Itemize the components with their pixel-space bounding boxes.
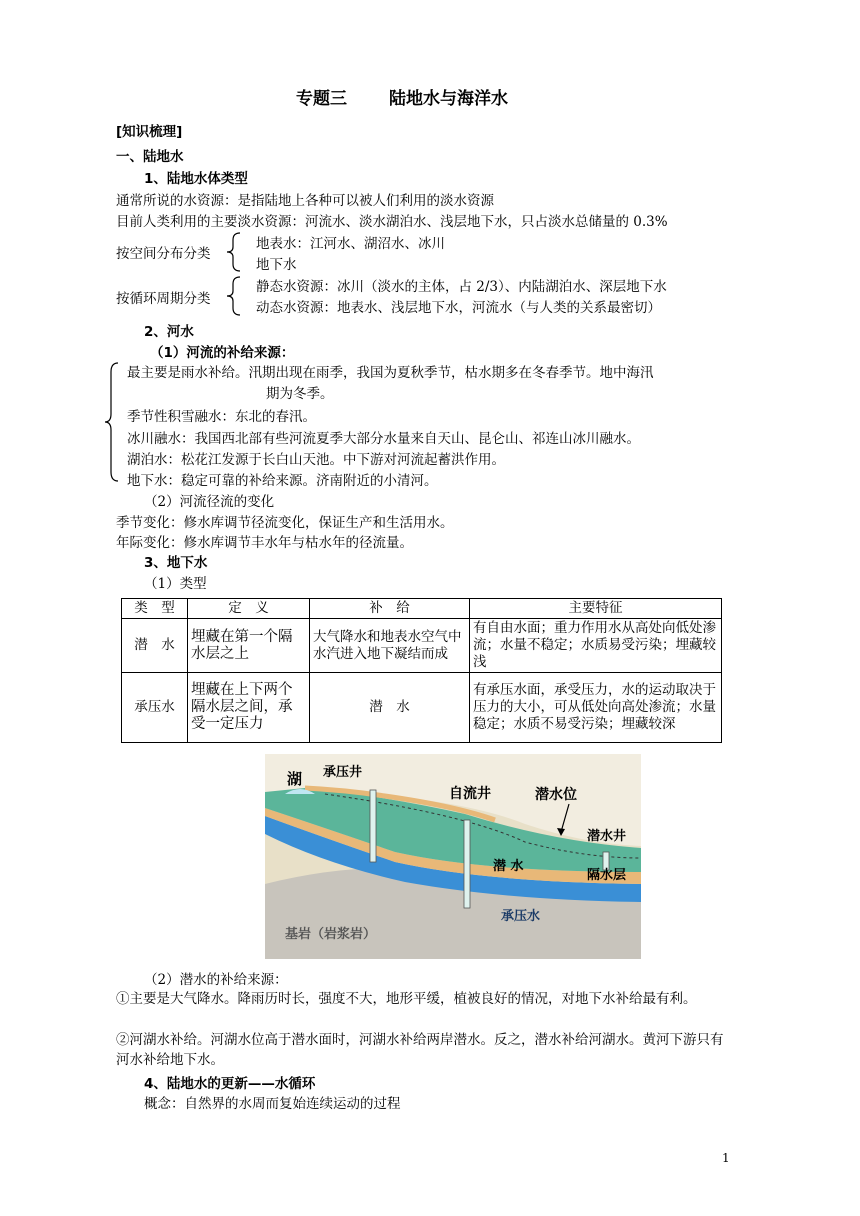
cycle-class-item-static: 静态水资源：冰川（淡水的主体，占 2/3）、内陆湖泊水、深层地下水	[256, 279, 667, 295]
runoff-title: （2）河流径流的变化	[144, 494, 275, 510]
phreatic-supply-river: ②河湖水补给。河湖水位高于潜水面时，河湖水补给两岸潜水。反之，潜水补给河湖水。黄河下游只有河水补给地下水。	[116, 1032, 724, 1068]
diagram-label-lake: 湖	[287, 770, 303, 788]
diagram-label-artesian-well: 自流井	[449, 786, 491, 802]
water-cycle-concept: 概念：自然界的水周而复始连续运动的过程	[144, 1096, 401, 1112]
diagram-artesian-well	[464, 820, 470, 908]
paragraph-water-resource: 通常所说的水资源：是指陆地上各种可以被人们利用的淡水资源	[116, 193, 494, 209]
cycle-class-item-dynamic: 动态水资源：地表水、浅层地下水，河流水（与人类的关系最密切）	[256, 300, 661, 316]
groundwater-diagram	[265, 754, 641, 959]
heading-river: 2、河水	[144, 324, 194, 340]
heading-groundwater: 3、地下水	[144, 555, 208, 571]
page-number: 1	[722, 1151, 730, 1165]
river-supply-lake: 湖泊水：松花江发源于长白山天池。中下游对河流起蓄洪作用。	[127, 452, 505, 468]
river-supply-glacier: 冰川融水：我国西北部有些河流夏季大部分水量来自天山、昆仑山、祁连山冰川融水。	[127, 431, 640, 447]
phreatic-supply-rain: ①主要是大气降水。降雨历时长，强度不大，地形平缓，植被良好的情况，对地下水补给最有利。	[116, 991, 697, 1007]
space-class-item-surface: 地表水：江河水、湖沼水、冰川	[256, 236, 445, 252]
space-class-item-ground: 地下水	[256, 257, 297, 273]
paragraph-freshwater: 目前人类利用的主要淡水资源：河流水、淡水湖泊水、浅层地下水，只占淡水总储量的 0.3%	[116, 214, 668, 230]
gw-type-title: （1）类型	[144, 576, 207, 592]
diagram-label-bedrock: 基岩（岩浆岩）	[285, 927, 377, 942]
table-header: 类 型	[122, 599, 188, 619]
river-supply-snow: 季节性积雪融水：东北的春汛。	[127, 409, 316, 425]
table-cell: 大气降水和地表水空气中水汽进入地下凝结而成	[310, 619, 470, 673]
table-row	[122, 619, 722, 673]
table-cell: 承压水	[122, 673, 188, 743]
diagram-label-confined: 承压水	[501, 909, 541, 924]
river-supply-rain: 最主要是雨水补给。汛期出现在雨季，我国为夏秋季节，枯水期多在冬春季节。地中海汛	[127, 365, 654, 381]
runoff-annual: 年际变化：修水库调节丰水年与枯水年的径流量。	[116, 535, 413, 551]
diagram-label-confined-well: 承压井	[323, 765, 363, 780]
page-title-part2: 陆地水与海洋水	[389, 89, 508, 109]
river-supply-ground: 地下水：稳定可靠的补给来源。济南附近的小清河。	[127, 473, 438, 489]
heading-land-water: 一、陆地水	[116, 149, 184, 165]
heading-water-types: 1、陆地水体类型	[144, 171, 248, 187]
table-cell: 埋藏在上下两个隔水层之间，承受一定压力	[188, 673, 310, 743]
diagram-label-phreatic-well: 潜水井	[587, 829, 627, 844]
table-cell: 埋藏在第一个隔水层之上	[188, 619, 310, 673]
heading-water-cycle: 4、陆地水的更新——水循环	[144, 1076, 316, 1092]
table-row	[122, 673, 722, 743]
cycle-brace-icon	[226, 276, 242, 316]
diagram-label-phreatic: 潜 水	[493, 859, 524, 874]
table-header: 定 义	[188, 599, 310, 619]
phreatic-supply-title: （2）潜水的补给来源：	[144, 972, 288, 988]
table-cell: 潜 水	[122, 619, 188, 673]
diagram-label-aquitard: 隔水层	[587, 868, 627, 883]
page-title-part1: 专题三	[296, 89, 347, 109]
river-supply-rain-cont: 期为冬季。	[266, 386, 334, 402]
table-header: 补 给	[310, 599, 470, 619]
table-header-row	[122, 599, 722, 619]
table-cell: 有自由水面；重力作用水从高处向低处渗流；水量不稳定；水质易受污染；埋藏较浅	[470, 619, 722, 673]
cycle-class-label: 按循环周期分类	[116, 291, 211, 307]
runoff-seasonal: 季节变化：修水库调节径流变化，保证生产和生活用水。	[116, 515, 454, 531]
table-cell: 潜 水	[310, 673, 470, 743]
space-class-label: 按空间分布分类	[116, 246, 211, 262]
river-supply-title: （1）河流的补给来源：	[150, 345, 295, 361]
space-brace-icon	[226, 232, 242, 272]
groundwater-table	[121, 598, 722, 743]
section-review: [知识梳理]	[116, 124, 183, 140]
table-cell: 有承压水面，承受压力，水的运动取决于压力的大小，可从低处向高处渗流；水量稳定；水质不易受污染；埋藏较深	[470, 673, 722, 743]
river-supply-brace-icon	[104, 362, 120, 482]
table-header: 主要特征	[470, 599, 722, 619]
diagram-confined-well	[370, 790, 376, 862]
diagram-label-water-table: 潜水位	[535, 787, 577, 803]
page-title	[296, 84, 508, 109]
